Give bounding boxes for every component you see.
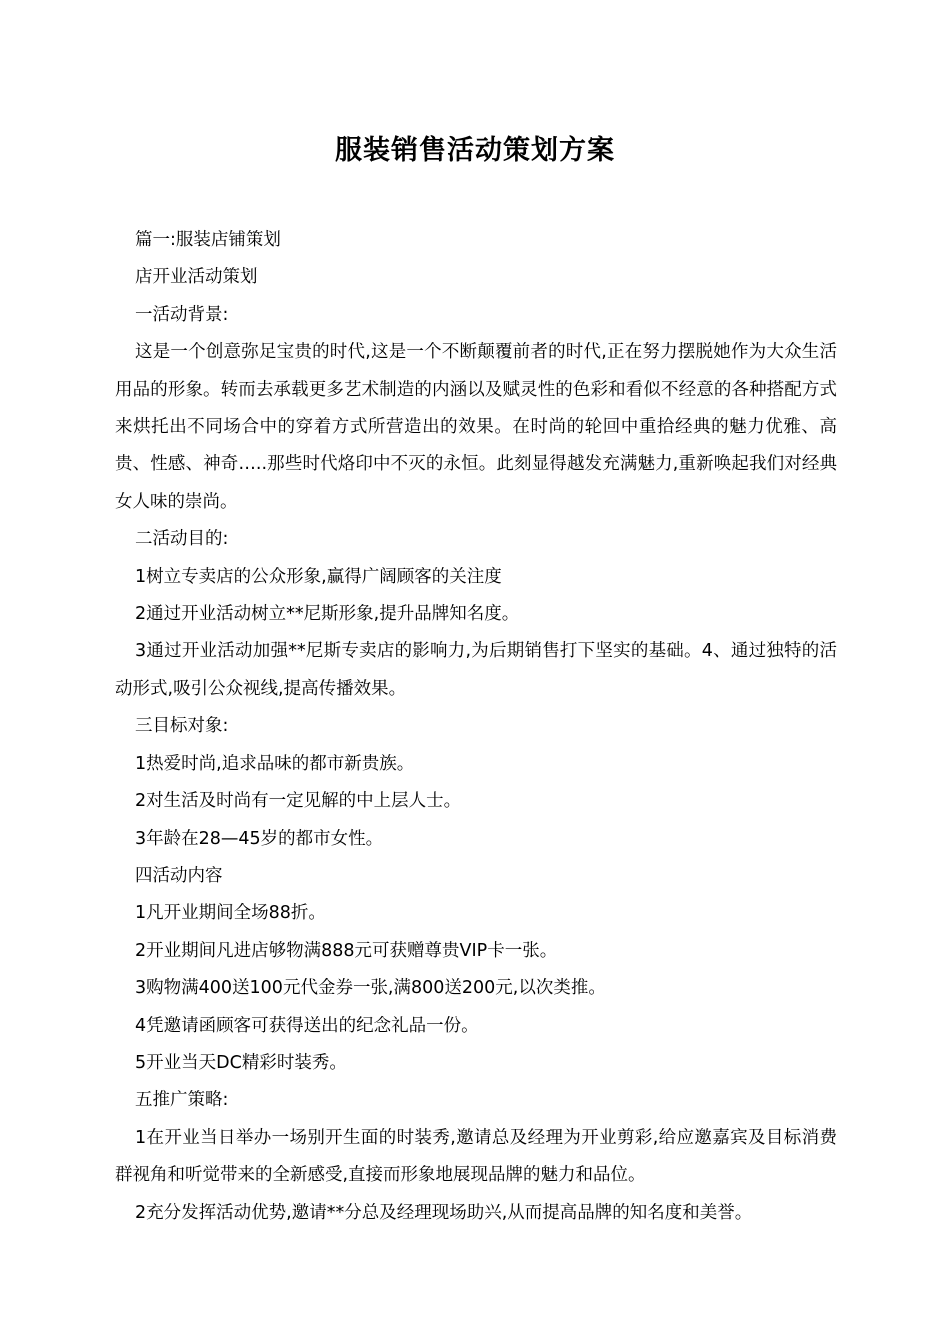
section-heading-target: 三目标对象: bbox=[135, 716, 229, 737]
content-item-5: 5开业当天DC精彩时装秀。 bbox=[135, 1052, 347, 1073]
content-item-4: 4凭邀请函顾客可获得送出的纪念礼品一份。 bbox=[135, 1015, 479, 1036]
content-item-1: 1凡开业期间全场88折。 bbox=[135, 903, 326, 924]
section-heading-content: 四活动内容 bbox=[135, 865, 223, 886]
content-item-2: 2开业期间凡进店够物满888元可获赠尊贵VIP卡一张。 bbox=[135, 940, 558, 961]
section-heading-purpose: 二活动目的: bbox=[135, 529, 229, 550]
section-heading-promotion: 五推广策略: bbox=[135, 1090, 229, 1111]
promotion-item-1: 1在开业当日举办一场别开生面的时装秀,邀请总及经理为开业剪彩,给应邀嘉宾及目标消费群视角和听觉带来的全新感受,直接而形象地展现品牌的魅力和品位。 bbox=[115, 1127, 837, 1186]
target-item-2: 2对生活及时尚有一定见解的中上层人士。 bbox=[135, 791, 462, 812]
plan-subtitle: 店开业活动策划 bbox=[135, 267, 258, 288]
purpose-item-2: 2通过开业活动树立**尼斯形象,提升品牌知名度。 bbox=[135, 604, 520, 625]
document-body bbox=[115, 222, 837, 1232]
section-heading-background: 一活动背景: bbox=[135, 304, 229, 325]
purpose-item-1: 1树立专卖店的公众形象,赢得广阔顾客的关注度 bbox=[135, 566, 502, 587]
content-item-3: 3购物满400送100元代金券一张,满800送200元,以次类推。 bbox=[135, 978, 606, 999]
promotion-item-2: 2充分发挥活动优势,邀请**分总及经理现场助兴,从而提高品牌的知名度和美誉。 bbox=[135, 1202, 753, 1223]
section-heading-part-one: 篇一:服装店铺策划 bbox=[135, 230, 281, 250]
page-title: 服装销售活动策划方案 bbox=[335, 135, 615, 166]
background-paragraph: 这是一个创意弥足宝贵的时代,这是一个不断颠覆前者的时代,正在努力摆脱她作为大众生活用品的形象。转而去承载更多艺术制造的内涵以及赋灵性的色彩和看似不经意的各种搭配方式来烘托出不同场合中的穿着方式所营造出的效果。在时尚的轮回中重拾经典的魅力优雅、高贵、性感、神奇…..那些时代烙印中不灭的永恒。此刻显得越发充满魅力,重新唤起我们对经典女人味的崇尚。 bbox=[115, 342, 837, 512]
purpose-item-3: 3通过开业活动加强**尼斯专卖店的影响力,为后期销售打下坚实的基础。4、通过独特的活动形式,吸引公众视线,提高传播效果。 bbox=[115, 641, 837, 699]
target-item-1: 1热爱时尚,追求品味的都市新贵族。 bbox=[135, 753, 415, 774]
target-item-3: 3年龄在28—45岁的都市女性。 bbox=[135, 828, 384, 849]
